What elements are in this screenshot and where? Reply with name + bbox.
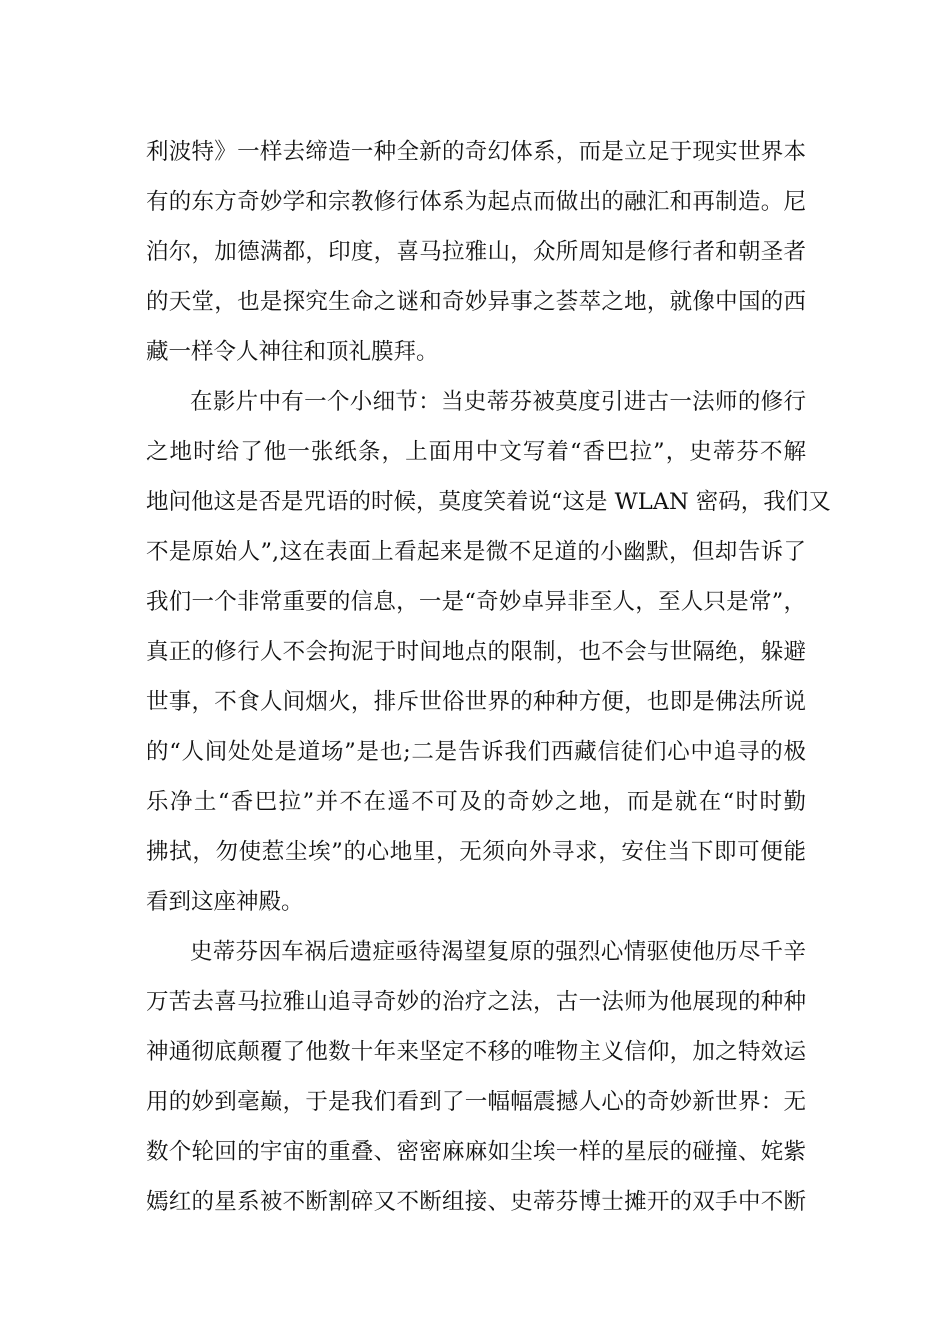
text-line: 数个轮回的宇宙的重叠、密密麻麻如尘埃一样的星辰的碰撞、姹紫 <box>146 1139 806 1165</box>
text-line: 泊尔，加德满都，印度，喜马拉雅山，众所周知是修行者和朝圣者 <box>146 239 806 265</box>
text-line: 世事，不食人间烟火，排斥世俗世界的种种方便，也即是佛法所说 <box>146 689 806 715</box>
text-line: 的“人间处处是道场”是也;二是告诉我们西藏信徒们心中追寻的极 <box>146 739 806 765</box>
text-line: 神通彻底颠覆了他数十年来坚定不移的唯物主义信仰，加之特效运 <box>146 1039 806 1065</box>
text-line: 真正的修行人不会拘泥于时间地点的限制，也不会与世隔绝，躲避 <box>146 639 806 665</box>
text-line: 嫣红的星系被不断割碎又不断组接、史蒂芬博士摊开的双手中不断 <box>146 1189 806 1215</box>
text-line: 用的妙到毫巅，于是我们看到了一幅幅震撼人心的奇妙新世界：无 <box>146 1089 806 1115</box>
text-line: 我们一个非常重要的信息，一是“奇妙卓异非至人，至人只是常”， <box>146 589 806 615</box>
text-line: 利波特》一样去缔造一种全新的奇幻体系，而是立足于现实世界本 <box>146 139 806 165</box>
text-line: 地问他这是否是咒语的时候，莫度笑着说“这是 WLAN 密码，我们又 <box>146 489 831 515</box>
text-line: 不是原始人”,这在表面上看起来是微不足道的小幽默，但却告诉了 <box>146 539 806 565</box>
text-line: 万苦去喜马拉雅山追寻奇妙的治疗之法，古一法师为他展现的种种 <box>146 989 806 1015</box>
text-line: 拂拭，勿使惹尘埃”的心地里，无须向外寻求，安住当下即可便能 <box>146 839 806 865</box>
paragraph-first-line: 在影片中有一个小细节：当史蒂芬被莫度引进古一法师的修行 <box>190 389 806 415</box>
text-line: 看到这座神殿。 <box>146 889 304 915</box>
text-line: 之地时给了他一张纸条，上面用中文写着“香巴拉”，史蒂芬不解 <box>146 439 806 465</box>
text-line: 乐净土“香巴拉”并不在遥不可及的奇妙之地，而是就在“时时勤 <box>146 789 806 815</box>
text-line: 藏一样令人神往和顶礼膜拜。 <box>146 339 439 365</box>
text-line: 的天堂，也是探究生命之谜和奇妙异事之荟萃之地，就像中国的西 <box>146 289 806 315</box>
paragraph-first-line: 史蒂芬因车祸后遗症亟待渴望复原的强烈心情驱使他历尽千辛 <box>190 939 806 965</box>
text-line: 有的东方奇妙学和宗教修行体系为起点而做出的融汇和再制造。尼 <box>146 189 806 215</box>
